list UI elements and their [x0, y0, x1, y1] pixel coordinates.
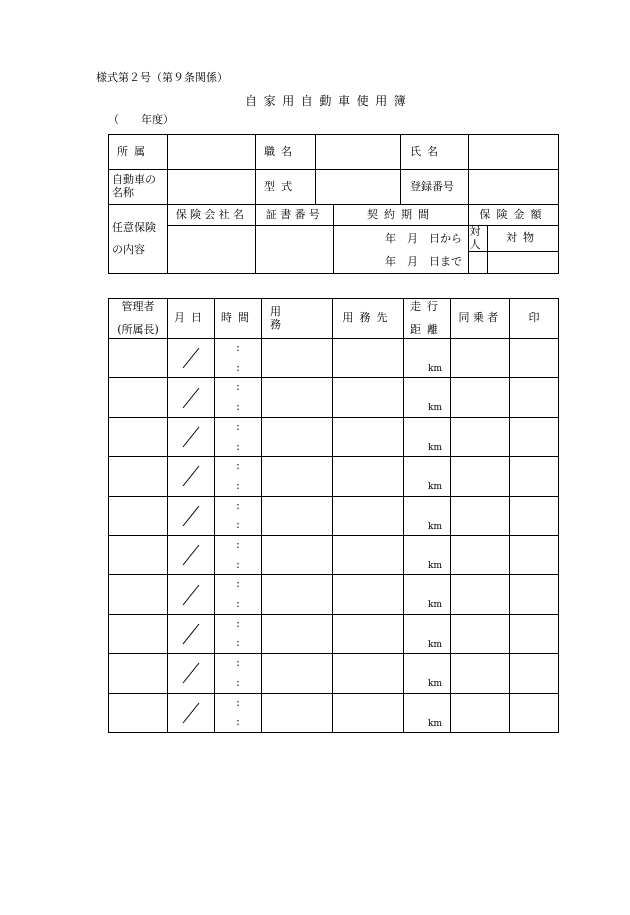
- affiliation-field[interactable]: [168, 135, 256, 170]
- cert-no-field[interactable]: [256, 226, 334, 274]
- time-colon: :: [236, 360, 240, 374]
- period-from: 年 月 日から: [334, 226, 469, 252]
- business-header: 用務: [262, 299, 333, 339]
- period-to: 年 月 日まで: [334, 252, 469, 274]
- date-cell[interactable]: [168, 457, 215, 496]
- log-row: [109, 693, 559, 732]
- time-cell[interactable]: [215, 417, 262, 456]
- time-header: 時間: [215, 299, 262, 339]
- business-cell[interactable]: [262, 496, 333, 535]
- seal-cell[interactable]: [510, 654, 559, 693]
- property-field[interactable]: [488, 252, 559, 274]
- date-slash-icon: [180, 701, 202, 725]
- vehicle-name-label: 自動車の 名称: [109, 170, 168, 205]
- time-colon: :: [236, 341, 240, 354]
- distance-cell[interactable]: [404, 457, 451, 496]
- passengers-cell[interactable]: [451, 417, 510, 456]
- log-row: [109, 614, 559, 653]
- business-cell[interactable]: [262, 417, 333, 456]
- km-unit: km: [428, 561, 442, 571]
- date-cell[interactable]: [168, 575, 215, 614]
- log-row: [109, 535, 559, 574]
- time-colon: :: [236, 597, 240, 611]
- vehicle-name-field[interactable]: [168, 170, 256, 205]
- time-colon: :: [236, 715, 240, 729]
- manager-cell[interactable]: [109, 457, 168, 496]
- date-slash-icon: [180, 622, 202, 646]
- date-slash-icon: [180, 464, 202, 488]
- date-cell[interactable]: [168, 378, 215, 417]
- date-slash-icon: [180, 661, 202, 685]
- time-cell[interactable]: [215, 614, 262, 653]
- km-unit: km: [428, 442, 442, 453]
- distance-cell[interactable]: [404, 496, 451, 535]
- km-unit: km: [428, 639, 442, 650]
- destination-header: 用務先: [333, 299, 404, 339]
- seal-cell[interactable]: [510, 378, 559, 417]
- seal-cell[interactable]: [510, 693, 559, 732]
- insurer-field[interactable]: [168, 226, 256, 274]
- manager-header: 管理者 (所属長): [109, 299, 168, 339]
- log-row: [109, 339, 559, 378]
- distance-cell[interactable]: [404, 575, 451, 614]
- date-header: 月日: [168, 299, 215, 339]
- distance-header: 走行 距離: [404, 299, 451, 339]
- destination-cell[interactable]: [333, 457, 404, 496]
- property-header: 対物: [488, 226, 559, 252]
- time-cell[interactable]: [215, 378, 262, 417]
- destination-cell[interactable]: [333, 575, 404, 614]
- manager-cell[interactable]: [109, 339, 168, 378]
- manager-cell[interactable]: [109, 693, 168, 732]
- cert-no-header: 証書番号: [256, 205, 334, 226]
- date-slash-icon: [180, 583, 202, 607]
- date-cell[interactable]: [168, 417, 215, 456]
- manager-cell[interactable]: [109, 378, 168, 417]
- km-unit: km: [428, 521, 442, 532]
- time-colon: :: [236, 557, 240, 571]
- km-unit: km: [428, 482, 442, 493]
- log-row: [109, 417, 559, 456]
- date-cell[interactable]: [168, 654, 215, 693]
- time-colon: :: [236, 537, 240, 551]
- log-row: [109, 575, 559, 614]
- time-colon: :: [236, 400, 240, 414]
- destination-cell[interactable]: [333, 614, 404, 653]
- period-header: 契約期間: [334, 205, 469, 226]
- time-colon: :: [236, 656, 240, 670]
- model-field[interactable]: [316, 170, 401, 205]
- time-cell[interactable]: [215, 575, 262, 614]
- km-unit: km: [428, 600, 442, 611]
- km-unit: km: [428, 718, 442, 729]
- time-colon: :: [236, 675, 240, 689]
- job-title-field[interactable]: [316, 135, 401, 170]
- km-unit: km: [428, 679, 442, 690]
- time-colon: :: [236, 518, 240, 532]
- business-cell[interactable]: [262, 693, 333, 732]
- destination-cell[interactable]: [333, 654, 404, 693]
- reg-no-label: 登録番号: [401, 170, 469, 205]
- date-slash-icon: [180, 543, 202, 567]
- seal-cell[interactable]: [510, 417, 559, 456]
- time-colon: :: [236, 478, 240, 492]
- seal-cell[interactable]: [510, 339, 559, 378]
- date-cell[interactable]: [168, 535, 215, 574]
- manager-cell[interactable]: [109, 417, 168, 456]
- insurance-label: 任意保険 の内容: [109, 205, 168, 274]
- time-colon: :: [236, 695, 240, 709]
- time-colon: :: [236, 577, 240, 591]
- log-row: [109, 457, 559, 496]
- distance-cell[interactable]: [404, 535, 451, 574]
- name-label: 氏名: [401, 135, 469, 170]
- manager-cell[interactable]: [109, 654, 168, 693]
- time-colon: :: [236, 380, 240, 394]
- distance-cell[interactable]: [404, 654, 451, 693]
- seal-cell[interactable]: [510, 457, 559, 496]
- seal-cell[interactable]: [510, 496, 559, 535]
- destination-cell[interactable]: [333, 693, 404, 732]
- date-slash-icon: [180, 386, 202, 410]
- amount-header: 保険金額: [469, 205, 559, 226]
- date-slash-icon: [180, 346, 202, 370]
- manager-cell[interactable]: [109, 575, 168, 614]
- passengers-cell[interactable]: [451, 614, 510, 653]
- destination-cell[interactable]: [333, 496, 404, 535]
- business-cell[interactable]: [262, 378, 333, 417]
- passengers-cell[interactable]: [451, 654, 510, 693]
- business-cell[interactable]: [262, 457, 333, 496]
- km-unit: km: [428, 403, 442, 414]
- business-cell[interactable]: [262, 339, 333, 378]
- log-row: [109, 496, 559, 535]
- passengers-cell[interactable]: [451, 693, 510, 732]
- time-colon: :: [236, 459, 240, 473]
- manager-cell[interactable]: [109, 535, 168, 574]
- time-cell[interactable]: [215, 535, 262, 574]
- time-colon: :: [236, 636, 240, 650]
- business-cell[interactable]: [262, 614, 333, 653]
- manager-cell[interactable]: [109, 614, 168, 653]
- time-cell[interactable]: [215, 693, 262, 732]
- passengers-cell[interactable]: [451, 496, 510, 535]
- seal-cell[interactable]: [510, 575, 559, 614]
- log-row: [109, 378, 559, 417]
- log-row: [109, 654, 559, 693]
- destination-cell[interactable]: [333, 535, 404, 574]
- time-colon: :: [236, 616, 240, 630]
- time-cell[interactable]: [215, 339, 262, 378]
- passengers-header: 同乗者: [451, 299, 510, 339]
- business-cell[interactable]: [262, 654, 333, 693]
- distance-cell[interactable]: [404, 614, 451, 653]
- seal-cell[interactable]: [510, 614, 559, 653]
- usage-log-table: [108, 298, 559, 733]
- time-colon: :: [236, 419, 240, 433]
- date-slash-icon: [180, 425, 202, 449]
- page-title: 自家用自動車使用簿: [245, 94, 413, 108]
- destination-cell[interactable]: [333, 339, 404, 378]
- time-cell[interactable]: [215, 496, 262, 535]
- destination-cell[interactable]: [333, 378, 404, 417]
- manager-cell[interactable]: [109, 496, 168, 535]
- time-colon: :: [236, 498, 240, 512]
- job-title-label: 職名: [256, 135, 316, 170]
- business-cell[interactable]: [262, 535, 333, 574]
- date-slash-icon: [180, 504, 202, 528]
- seal-header: 印: [510, 299, 559, 339]
- date-cell[interactable]: [168, 614, 215, 653]
- passengers-cell[interactable]: [451, 457, 510, 496]
- business-cell[interactable]: [262, 575, 333, 614]
- distance-cell[interactable]: [404, 693, 451, 732]
- passengers-cell[interactable]: [451, 378, 510, 417]
- affiliation-label: 所属: [109, 135, 168, 170]
- bodily-header: 対人: [469, 225, 487, 251]
- model-label: 型式: [256, 170, 316, 205]
- date-cell[interactable]: [168, 339, 215, 378]
- time-cell[interactable]: [215, 654, 262, 693]
- passengers-cell[interactable]: [451, 339, 510, 378]
- date-cell[interactable]: [168, 496, 215, 535]
- bodily-field[interactable]: [469, 252, 488, 274]
- km-unit: km: [428, 364, 442, 375]
- time-colon: :: [236, 439, 240, 453]
- seal-cell[interactable]: [510, 535, 559, 574]
- passengers-cell[interactable]: [451, 575, 510, 614]
- time-cell[interactable]: [215, 457, 262, 496]
- form-number: 様式第２号（第９条関係）: [96, 71, 228, 84]
- date-cell[interactable]: [168, 693, 215, 732]
- distance-cell[interactable]: [404, 417, 451, 456]
- passengers-cell[interactable]: [451, 535, 510, 574]
- insurer-header: 保険会社名: [168, 205, 256, 226]
- fiscal-year: （ 年度）: [108, 113, 174, 126]
- vehicle-info-table: [108, 134, 559, 274]
- destination-cell[interactable]: [333, 417, 404, 456]
- distance-cell[interactable]: [404, 378, 451, 417]
- distance-cell[interactable]: [404, 339, 451, 378]
- name-field[interactable]: [469, 135, 559, 170]
- reg-no-field[interactable]: [469, 170, 559, 205]
